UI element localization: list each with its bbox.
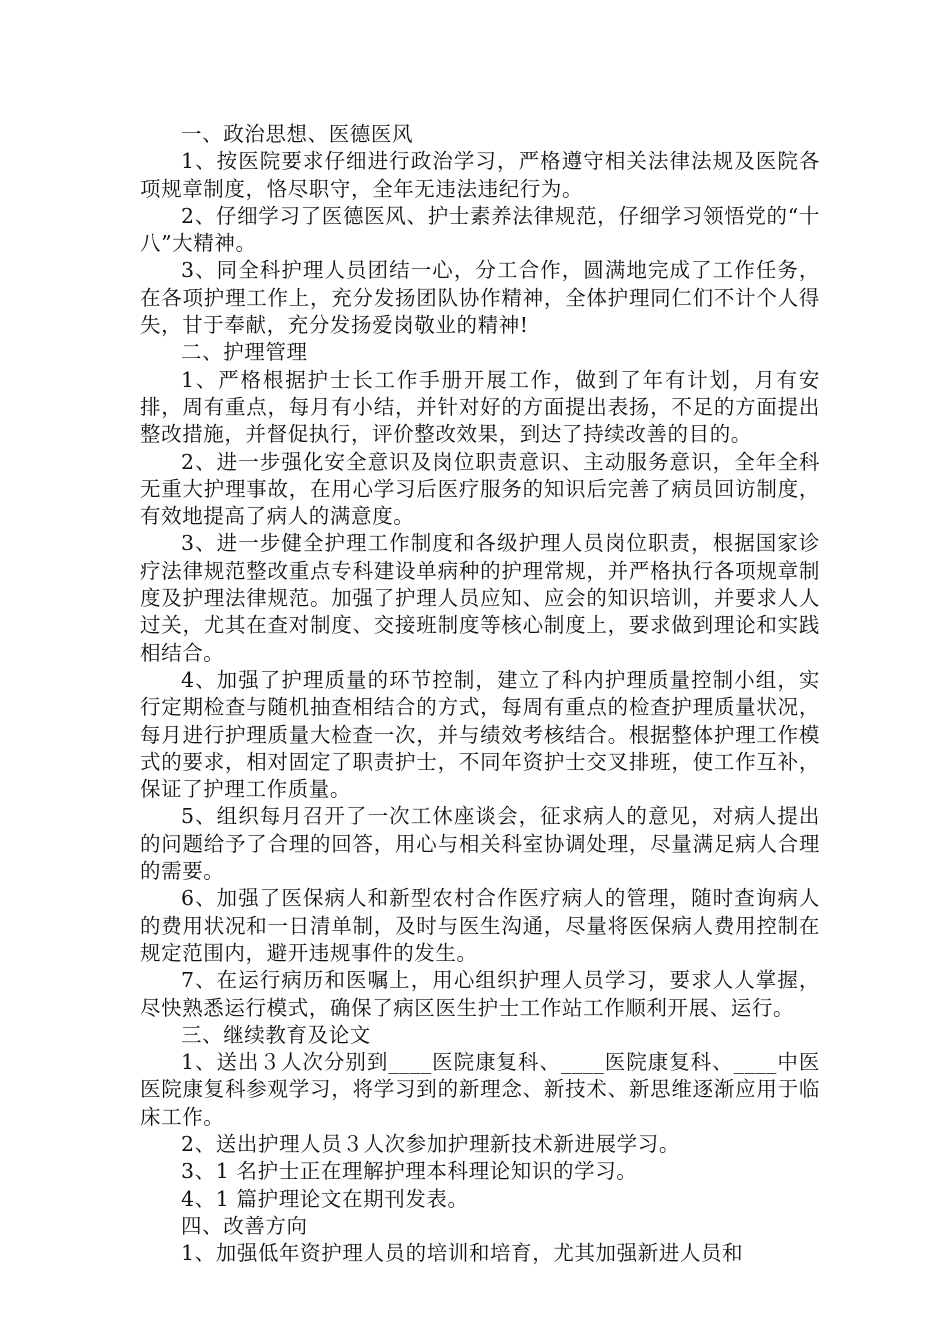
section-heading-education: 三、继续教育及论文 [181, 1022, 371, 1047]
section-heading-improvement: 四、改善方向 [181, 1213, 308, 1238]
paragraph: 1、加强低年资护理人员的培训和培育，尤其加强新进人员和 [181, 1241, 744, 1266]
document-page [140, 121, 820, 1267]
paragraph: 5、组织每月召开了一次工休座谈会，征求病人的意见，对病人提出的问题给予了合理的回答，用心与相关科室协调处理，尽量满足病人合理的需要。 [140, 804, 820, 884]
paragraph: 2、送出护理人员３人次参加护理新技术新进展学习。 [181, 1131, 680, 1156]
paragraph: 2、进一步强化安全意识及岗位职责意识、主动服务意识，全年全科无重大护理事故，在用心学习后医疗服务的知识后完善了病员回访制度，有效地提高了病人的满意度。 [140, 449, 820, 529]
paragraph: 6、加强了医保病人和新型农村合作医疗病人的管理，随时查询病人的费用状况和一日清单制，及时与医生沟通，尽量将医保病人费用控制在规定范围内，避开违规事件的发生。 [140, 886, 820, 965]
section-heading-politics: 一、政治思想、医德医风 [181, 122, 414, 146]
paragraph: 4、1 篇护理论文在期刊发表。 [181, 1186, 469, 1211]
paragraph: 1、按医院要求仔细进行政治学习，严格遵守相关法律法规及医院各项规章制度，恪尽职守，全年无违法违纪行为。 [140, 149, 820, 201]
paragraph: 3、进一步健全护理工作制度和各级护理人员岗位职责，根据国家诊疗法律规范整改重点专科建设单病种的护理常规，并严格执行各项规章制度及护理法律规范。加强了护理人员应知、应会的知识培训，并要求人人过关，尤其在查对制度、交接班制度等核心制度上，要求做到理论和实践相结合。 [140, 531, 820, 665]
paragraph: 7、在运行病历和医嘱上，用心组织护理人员学习，要求人人掌握，尽快熟悉运行模式，确保了病区医生护士工作站工作顺利开展、运行。 [140, 968, 820, 1020]
paragraph: 2、仔细学习了医德医风、护士素养法律规范，仔细学习领悟党的“十八”大精神。 [140, 203, 820, 256]
paragraph: 3、1 名护士正在理解护理本科理论知识的学习。 [181, 1159, 638, 1184]
paragraph: 3、同全科护理人员团结一心，分工合作，圆满地完成了工作任务，在各项护理工作上，充分发扬团队协作精神，全体护理同仁们不计个人得失，甘于奉献，充分发扬爱岗敬业的精神! [140, 258, 820, 338]
paragraph: 1、严格根据护士长工作手册开展工作，做到了年有计划，月有安排，周有重点，每月有小结，并针对好的方面提出表扬，不足的方面提出整改措施，并督促执行，评价整改效果，到达了持续改善的目的。 [140, 367, 820, 447]
paragraph: 4、加强了护理质量的环节控制，建立了科内护理质量控制小组，实行定期检查与随机抽查相结合的方式，每周有重点的检查护理质量状况，每月进行护理质量大检查一次，并与绩效考核结合。根据整体护理工作模式的要求，相对固定了职责护士，不同年资护士交叉排班，使工作互补，保证了护理工作质量。 [140, 667, 820, 802]
paragraph: 1、送出３人次分别到____医院康复科、____医院康复科、____中医医院康复科参观学习，将学习到的新理念、新技术、新思维逐渐应用于临床工作。 [140, 1050, 820, 1129]
section-heading-nursing-management: 二、护理管理 [181, 340, 308, 365]
